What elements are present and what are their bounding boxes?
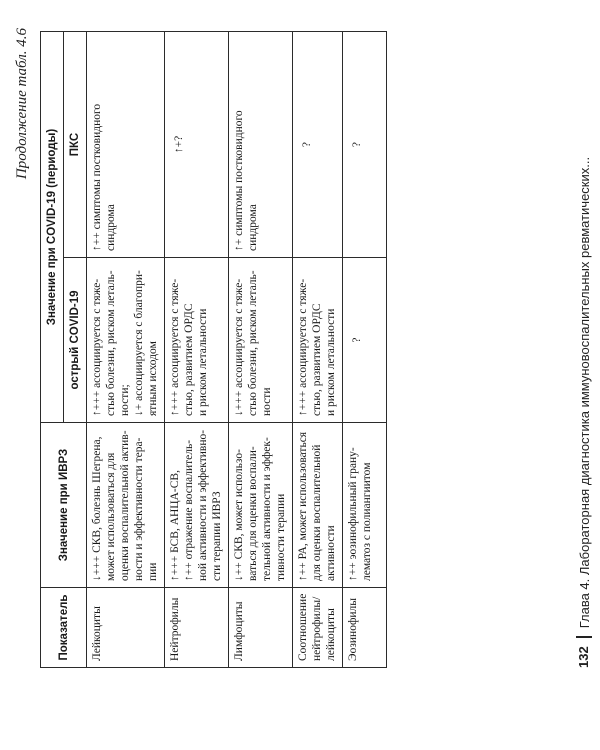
cell-ivrz [293, 423, 343, 588]
cell-pcs [293, 32, 343, 258]
cell-line: Эозинофилы [347, 597, 360, 661]
cell-line: стью болезни, риском леталь- [105, 270, 118, 416]
cell-ivrz [165, 423, 229, 588]
cell-line: ↑++ РА, может использоваться [297, 431, 310, 581]
cell-line: Лейкоциты [91, 606, 104, 661]
header-pcs: ПКС [64, 32, 87, 258]
cell-line: ↑+++ БСВ, АНЦА-СВ, [169, 470, 182, 581]
cell-line: Лимфоциты [233, 601, 246, 661]
cell-line: ↑+ симптомы постковидного [233, 110, 246, 251]
cell-indicator [343, 588, 387, 668]
cell-line: стью, развитием ОРДС [311, 303, 324, 416]
cell-ivrz [87, 423, 165, 588]
cell-line: ↑++ эозинофильный грану- [347, 447, 360, 581]
cell-line: ятным исходом [147, 341, 160, 416]
header-covid-group: Значение при COVID-19 (периоды) [41, 32, 64, 423]
cell-acute [343, 258, 387, 423]
page-footer [576, 157, 592, 668]
cell-line: ? [351, 141, 364, 148]
cell-line: ↓+++ СКВ, болезнь Шегрена, [91, 436, 104, 581]
cell-line: сти терапии ИВРЗ [211, 491, 224, 581]
cell-line: ↑+++ ассоциируется с тяже- [169, 278, 182, 416]
cell-line: и риском летальности [325, 308, 338, 416]
cell-line: оценки воспалительной актив- [119, 430, 132, 581]
cell-line: ? [301, 141, 314, 148]
cell-line: ↓++ СКВ, может использо- [233, 449, 246, 581]
cell-pcs [229, 32, 293, 258]
cell-line: ↓+ ассоциируется с благопри- [133, 270, 146, 416]
header-ivrz: Значение при ИВРЗ [41, 423, 87, 588]
cell-line: нейтрофилы/ [311, 596, 324, 661]
cell-indicator [87, 588, 165, 668]
cell-line: стью болезни, риском леталь- [247, 270, 260, 416]
lab-indicators-table [40, 31, 387, 668]
cell-line: синдрома [105, 204, 118, 251]
cell-line: и риском летальности [197, 308, 210, 416]
cell-pcs [87, 32, 165, 258]
cell-line: ной активности и эффективно- [197, 429, 210, 581]
cell-line: ↑++ симптомы постковидного [91, 103, 104, 251]
cell-pcs [165, 32, 229, 258]
table-row-leukocytes [87, 32, 165, 668]
header-acute-covid: острый COVID-19 [64, 258, 87, 423]
cell-line: ности [261, 387, 274, 416]
page-number: 132 [576, 636, 592, 668]
table-row-neutrophils [165, 32, 229, 668]
cell-line: ? [351, 337, 364, 343]
cell-line: ↑+++ ассоциируется с тяже- [91, 278, 104, 416]
cell-ivrz [343, 423, 387, 588]
cell-line: ↑++ отражение воспалитель- [183, 439, 196, 581]
cell-line: Нейтрофилы [169, 597, 182, 661]
cell-line: ваться для оценки воспали- [247, 446, 260, 581]
cell-line: активности [325, 525, 338, 581]
cell-line: ности; [119, 384, 132, 416]
running-chapter-title: Глава 4. Лабораторная диагностика иммуновоспалительных ревматических... [576, 156, 592, 629]
cell-line: ↓+++ ассоциируется с тяже- [233, 278, 246, 416]
cell-acute [87, 258, 165, 423]
cell-acute [165, 258, 229, 423]
cell-ivrz [229, 423, 293, 588]
cell-pcs [343, 32, 387, 258]
cell-line: ↑+++ ассоциируется с тяже- [297, 278, 310, 416]
cell-indicator [293, 588, 343, 668]
header-indicator: Показатель [41, 588, 87, 668]
table-row-neutrophil-leukocyte-ratio [293, 32, 343, 668]
cell-line: стью, развитием ОРДС [183, 303, 196, 416]
cell-line: тельной активности и эффек- [261, 437, 274, 581]
cell-line: Соотношение [297, 593, 310, 661]
cell-acute [229, 258, 293, 423]
cell-line: лейкоциты [325, 608, 338, 661]
table-row-lymphocytes [229, 32, 293, 668]
cell-line: пии [147, 562, 160, 581]
cell-line: лематоз с полиангиитом [361, 462, 374, 581]
cell-indicator [229, 588, 293, 668]
cell-acute [293, 258, 343, 423]
cell-line: для оценки воспалительной [311, 444, 324, 581]
cell-indicator [165, 588, 229, 668]
cell-line: может использоваться для [105, 452, 118, 581]
table-row-eosinophils [343, 32, 387, 668]
cell-line: тивности терапии [275, 493, 288, 581]
cell-line: ↑+? [173, 135, 186, 154]
table-continuation-caption: Продолжение табл. 4.6 [14, 28, 30, 180]
cell-line: синдрома [247, 204, 260, 251]
cell-line: ности и эффективности тера- [133, 437, 146, 581]
